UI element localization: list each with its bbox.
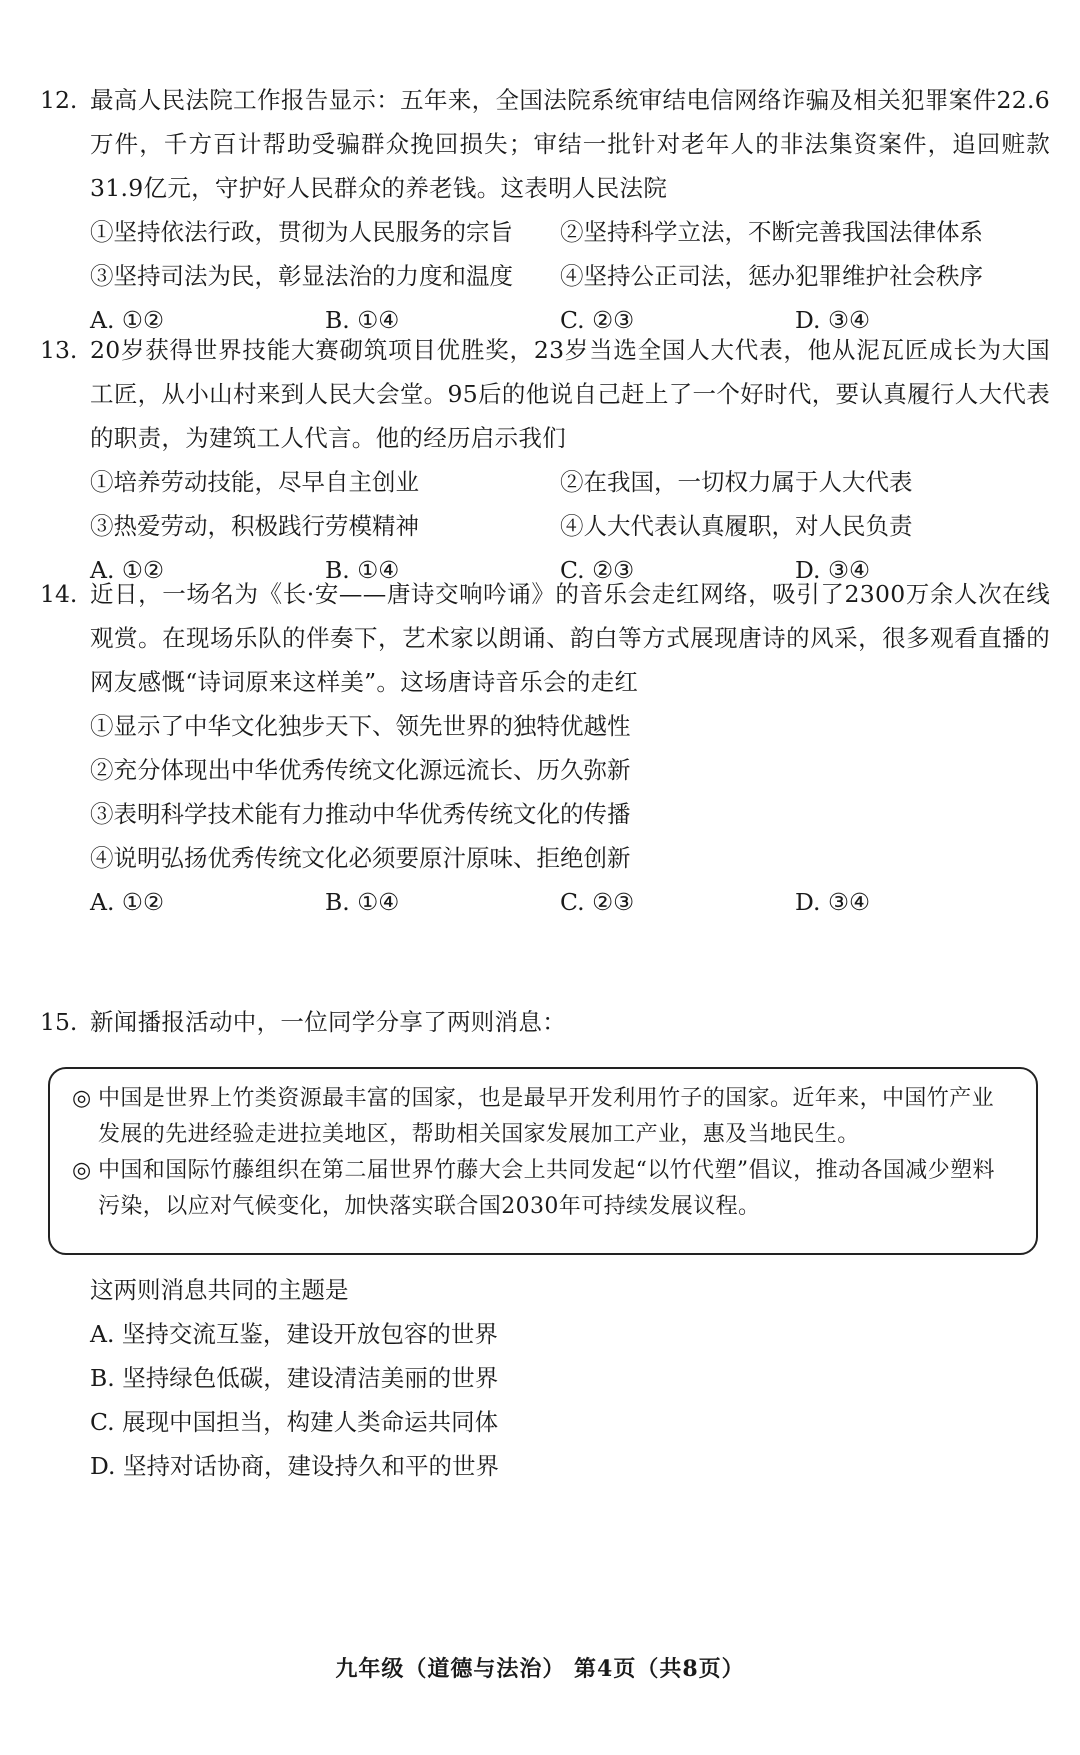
answer-choice-a: A. 坚持交流互鉴，建设开放包容的世界 (90, 1320, 498, 1348)
statement-option: ④说明弘扬优秀传统文化必须要原汁原味、拒绝创新 (90, 844, 631, 872)
question-prompt: 这两则消息共同的主题是 (90, 1276, 349, 1304)
question-number: 15. (40, 1008, 78, 1036)
news-box (48, 1067, 1038, 1255)
news-text: 中国是世界上竹类资源最丰富的国家，也是最早开发利用竹子的国家。近年来，中国竹产业发展的先进经验走进拉美地区，帮助相关国家发展加工产业，惠及当地民生。 (98, 1086, 995, 1147)
question-number: 13. (40, 336, 78, 364)
statement-option: ③表明科学技术能有力推动中华优秀传统文化的传播 (90, 800, 631, 828)
question-number: 12. (40, 86, 78, 114)
bullet-icon: ◎ (72, 1086, 92, 1111)
statement-option: ④坚持公正司法，惩办犯罪维护社会秩序 (560, 262, 983, 290)
question-14 (40, 572, 1050, 924)
answer-choice-d: D. 坚持对话协商，建设持久和平的世界 (90, 1452, 499, 1480)
answer-choice-a: A. ①② (90, 888, 165, 916)
statement-options (90, 704, 1050, 880)
answer-choice-b: B. 坚持绿色低碳，建设清洁美丽的世界 (90, 1364, 499, 1392)
answer-choice-b: B. ①④ (325, 306, 400, 334)
news-text: 中国和国际竹藤组织在第二届世界竹藤大会上共同发起“以竹代塑”倡议，推动各国减少塑料污染，以应对气候变化，加快落实联合国2030年可持续发展议程。 (98, 1158, 995, 1219)
statement-options (90, 210, 1050, 298)
statement-option: ②坚持科学立法，不断完善我国法律体系 (560, 218, 983, 246)
news-item (72, 1153, 1014, 1225)
question-13 (40, 328, 1050, 592)
statement-options (90, 460, 1050, 548)
answer-choice-c: C. ②③ (560, 306, 635, 334)
statement-option: ③坚持司法为民，彰显法治的力度和温度 (90, 262, 513, 290)
answer-choice-b: B. ①④ (325, 556, 400, 584)
question-stem: 近日，一场名为《长·安——唐诗交响吟诵》的音乐会走红网络，吸引了2300万余人次在线观赏。在现场乐队的伴奏下，艺术家以朗诵、韵白等方式展现唐诗的风采，很多观看直播的网友感慨“诗词原来这样美”。这场唐诗音乐会的走红 (90, 580, 1050, 696)
statement-option: ②在我国，一切权力属于人大代表 (560, 468, 913, 496)
statement-option: ④人大代表认真履职，对人民负责 (560, 512, 913, 540)
statement-option: ①坚持依法行政，贯彻为人民服务的宗旨 (90, 218, 513, 246)
question-number: 14. (40, 580, 78, 608)
news-item (72, 1081, 1014, 1153)
question-15 (40, 1000, 1050, 1044)
answer-choice-c: C. ②③ (560, 888, 635, 916)
statement-option: ①显示了中华文化独步天下、领先世界的独特优越性 (90, 712, 631, 740)
statement-option: ③热爱劳动，积极践行劳模精神 (90, 512, 419, 540)
bullet-icon: ◎ (72, 1158, 92, 1183)
page-footer: 九年级（道德与法治） 第4页（共8页） (335, 1656, 745, 1682)
answer-choice-d: D. ③④ (795, 888, 871, 916)
question-12 (40, 78, 1050, 342)
answer-choice-d: D. ③④ (795, 306, 871, 334)
answer-choices (90, 880, 1050, 924)
answer-choice-a: A. ①② (90, 306, 165, 334)
answer-choice-a: A. ①② (90, 556, 165, 584)
answer-choice-b: B. ①④ (325, 888, 400, 916)
statement-option: ①培养劳动技能，尽早自主创业 (90, 468, 419, 496)
question-stem: 最高人民法院工作报告显示：五年来，全国法院系统审结电信网络诈骗及相关犯罪案件22.6万件，千方百计帮助受骗群众挽回损失；审结一批针对老年人的非法集资案件，追回赃款31.9亿元，守护好人民群众的养老钱。这表明人民法院 (90, 86, 1050, 202)
question-stem: 20岁获得世界技能大赛砌筑项目优胜奖，23岁当选全国人大代表，他从泥瓦匠成长为大国工匠，从小山村来到人民大会堂。95后的他说自己赶上了一个好时代，要认真履行人大代表的职责，为建筑工人代言。他的经历启示我们 (90, 336, 1050, 452)
answer-choice-c: C. 展现中国担当，构建人类命运共同体 (90, 1408, 499, 1436)
statement-option: ②充分体现出中华优秀传统文化源远流长、历久弥新 (90, 756, 631, 784)
answer-choice-c: C. ②③ (560, 556, 635, 584)
question-stem: 新闻播报活动中，一位同学分享了两则消息： (90, 1008, 566, 1036)
question-15-choices (40, 1268, 1050, 1488)
answer-choice-d: D. ③④ (795, 556, 871, 584)
